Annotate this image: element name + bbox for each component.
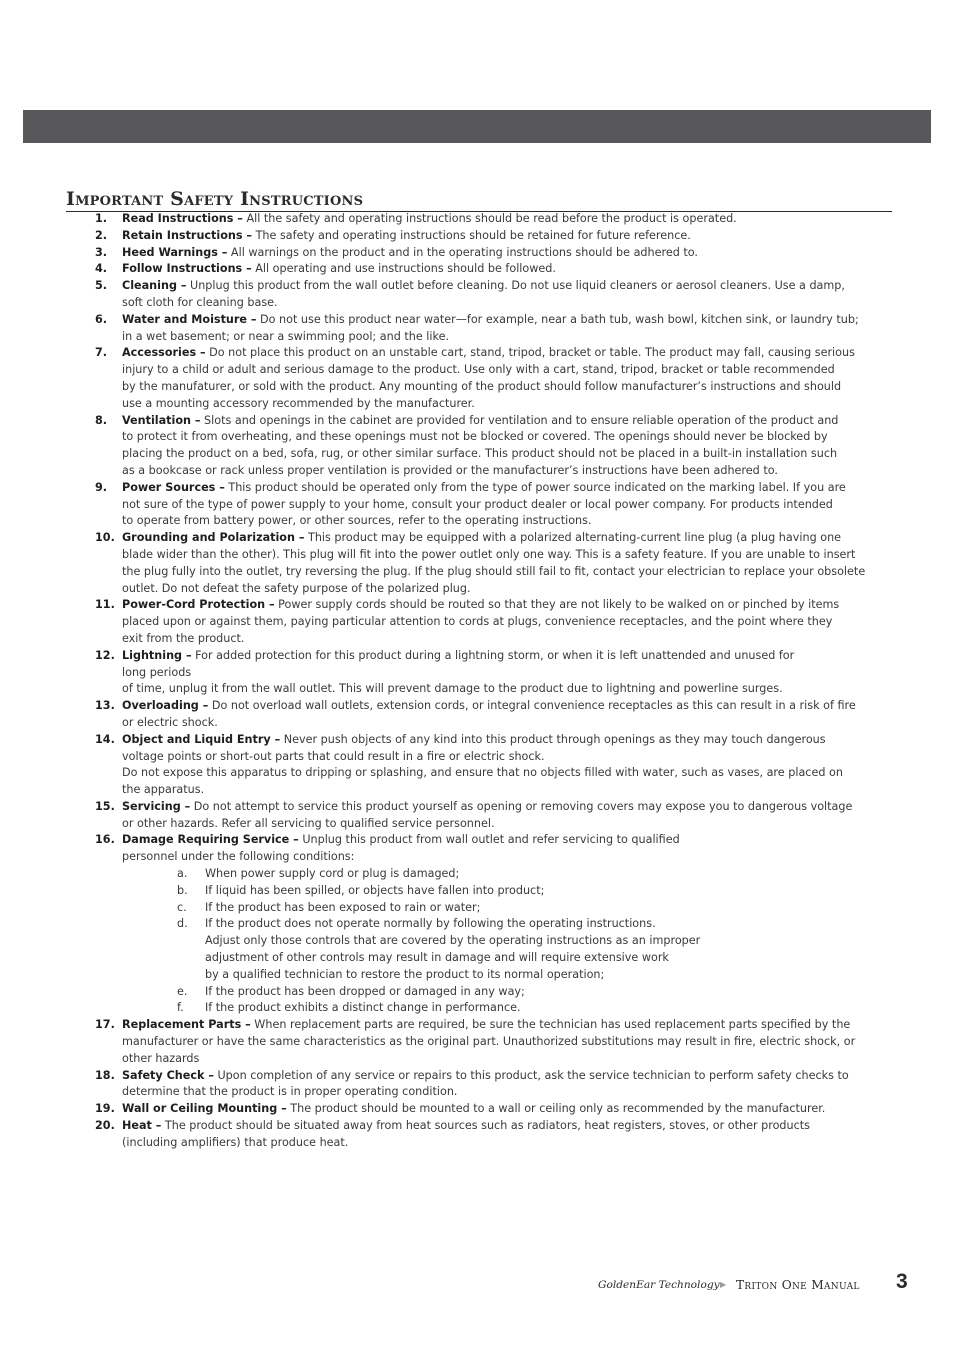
list-item — [0, 1068, 892, 1102]
item-term: Accessories – — [122, 346, 206, 360]
item-text: Unplug this product from wall outlet and refer servicing to qualified — [298, 833, 680, 847]
item-text-line — [122, 413, 892, 430]
item-text-line: blade wider than the other). This plug will fit into the power outlet only one way. This is a safety feature. If you are unable to insert — [122, 547, 856, 561]
item-text-line: placing the product on a bed, sofa, rug, or other similar surface. This product should not be placed in a built-in installation such — [122, 447, 838, 461]
item-number: 8. — [95, 413, 108, 427]
sub-list-item — [0, 1000, 954, 1017]
item-text-line: or other hazards. Refer all servicing to qualified service personnel. — [122, 816, 495, 830]
item-number: 3. — [95, 245, 108, 259]
item-text: Unplug this product from the wall outlet before cleaning. Do not use liquid cleaners or aerosol cleaners. Use a damp, — [186, 279, 845, 293]
item-text-line: voltage points or short-out parts that could result in a fire or electric shock. — [122, 749, 545, 763]
item-text-line: the plug fully into the outlet, try reversing the plug. If the plug should still fail to fit, contact your electrician to replace your obsolete — [122, 564, 866, 578]
item-text-line — [122, 211, 892, 228]
page-footer — [598, 1270, 918, 1297]
item-number: 9. — [95, 480, 108, 494]
item-text-line — [122, 278, 892, 295]
sub-list-item — [0, 900, 954, 917]
item-text-line: of time, unplug it from the wall outlet. This will prevent damage to the product due to lightning and powerline surges. — [122, 682, 783, 696]
list-item — [0, 278, 892, 312]
item-text-line: long periods — [122, 665, 192, 679]
sub-item-text: If the product has been dropped or damaged in any way; — [205, 984, 525, 998]
sub-item-text: If the product has been exposed to rain or water; — [205, 900, 481, 914]
item-text: Power supply cords should be routed so that they are not likely to be walked on or pinched by items — [274, 598, 840, 612]
item-number: 14. — [95, 732, 115, 746]
sub-item-letter: d. — [177, 917, 188, 931]
sub-item-letter: a. — [177, 867, 188, 881]
item-text-line: use a mounting accessory recommended by the manufacturer. — [122, 396, 475, 410]
item-text-line — [122, 1068, 892, 1085]
item-text-line: in a wet basement; or near a swimming pool; and the like. — [122, 329, 450, 343]
item-text: For added protection for this product during a lightning storm, or when it is left unattended and unused for — [191, 648, 795, 662]
item-term: Wall or Ceiling Mounting – — [122, 1102, 287, 1116]
item-number: 2. — [95, 228, 108, 242]
list-item — [0, 732, 892, 799]
item-number: 11. — [95, 598, 115, 612]
item-text-line — [122, 1017, 892, 1034]
item-text: The safety and operating instructions should be retained for future reference. — [252, 228, 691, 242]
item-text: Slots and openings in the cabinet are provided for ventilation and to ensure reliable operation of the product and — [200, 413, 839, 427]
item-term: Object and Liquid Entry – — [122, 732, 281, 746]
arrow-right-icon: ▶ — [720, 1280, 727, 1289]
list-item — [0, 1017, 892, 1067]
item-number: 18. — [95, 1068, 115, 1082]
sub-list-item — [0, 883, 954, 900]
list-item — [0, 261, 892, 278]
footer-manual-title: Triton One Manual — [736, 1278, 860, 1292]
list-item — [0, 698, 892, 732]
item-text-line: manufacturer or have the same characteristics as the original part. Unauthorized substitutions may result in fire, electric shock, or — [122, 1035, 856, 1049]
item-text-line: to operate from battery power, or other sources, refer to the operating instructions. — [122, 514, 592, 528]
item-term: Retain Instructions – — [122, 228, 253, 242]
item-term: Servicing – — [122, 799, 191, 813]
sub-item-text: adjustment of other controls may result in damage and will require extensive work — [205, 951, 669, 965]
item-text-line — [122, 1118, 892, 1135]
item-number: 19. — [95, 1102, 115, 1116]
item-term: Power-Cord Protection – — [122, 598, 275, 612]
item-text-line: to protect it from overheating, and these openings must not be blocked or covered. The openings should never be blocked by — [122, 430, 828, 444]
item-term: Follow Instructions – — [122, 262, 252, 276]
item-text-line — [122, 832, 892, 849]
item-number: 20. — [95, 1119, 115, 1133]
list-item — [0, 1101, 892, 1118]
item-number: 10. — [95, 531, 115, 545]
item-text-line: not sure of the type of power supply to your home, consult your product dealer or local power company. For products intended — [122, 497, 833, 511]
item-number: 5. — [95, 279, 108, 293]
list-item — [0, 480, 892, 530]
item-text-line — [122, 1101, 892, 1118]
sub-item-text: If the product exhibits a distinct change in performance. — [205, 1001, 521, 1015]
item-text-line — [122, 648, 892, 665]
item-text-line: personnel under the following conditions: — [122, 850, 355, 864]
item-term: Heat – — [122, 1119, 162, 1133]
item-text-line: soft cloth for cleaning base. — [122, 295, 278, 309]
item-text-line — [122, 530, 892, 547]
item-number: 17. — [95, 1018, 115, 1032]
list-item — [0, 530, 892, 597]
item-text-line: (including amplifiers) that produce heat. — [122, 1135, 349, 1149]
list-item — [0, 211, 892, 228]
item-text-line: placed upon or against them, paying particular attention to cords at plugs, convenience receptacles, and the point where they — [122, 615, 833, 629]
list-item — [0, 597, 892, 647]
item-text-line — [122, 480, 892, 497]
list-item — [0, 245, 892, 262]
list-item — [0, 799, 892, 833]
page-title: Important Safety Instructions — [66, 187, 892, 212]
item-number: 12. — [95, 648, 115, 662]
item-text-line: determine that the product is in proper operating condition. — [122, 1085, 458, 1099]
item-term: Replacement Parts – — [122, 1018, 251, 1032]
item-term: Power Sources – — [122, 480, 225, 494]
item-text: The product should be situated away from heat sources such as radiators, heat registers, stoves, or other products — [161, 1119, 810, 1133]
item-term: Grounding and Polarization – — [122, 531, 305, 545]
sub-item-text: When power supply cord or plug is damaged; — [205, 867, 460, 881]
sub-item-text: If the product does not operate normally by following the operating instructions. — [205, 917, 656, 931]
item-text: Do not place this product on an unstable cart, stand, tripod, bracket or table. The product may fall, causing serious — [205, 346, 855, 360]
item-text-line — [122, 597, 892, 614]
sub-list-item — [0, 984, 954, 1001]
item-term: Ventilation – — [122, 413, 201, 427]
header-bar — [23, 110, 931, 143]
page-number: 3 — [896, 1270, 908, 1293]
item-term: Cleaning – — [122, 279, 187, 293]
item-text: All the safety and operating instructions should be read before the product is operated. — [242, 212, 737, 225]
list-item — [0, 832, 892, 866]
sub-item-letter: f. — [177, 1001, 184, 1015]
sub-list-item — [0, 916, 954, 983]
item-text-line: exit from the product. — [122, 631, 245, 645]
item-text-line: Do not expose this apparatus to dripping or splashing, and ensure that no objects filled with water, such as vases, are placed on — [122, 766, 843, 780]
item-term: Water and Moisture – — [122, 312, 257, 326]
sub-item-letter: b. — [177, 883, 188, 897]
item-term: Lightning – — [122, 648, 192, 662]
item-number: 13. — [95, 699, 115, 713]
item-text-line — [122, 228, 892, 245]
item-text-line — [122, 345, 892, 362]
sub-item-text: Adjust only those controls that are covered by the operating instructions as an improper — [205, 934, 701, 948]
item-number: 16. — [95, 833, 115, 847]
item-number: 4. — [95, 262, 108, 276]
item-text-line: other hazards — [122, 1051, 200, 1065]
sub-item-letter: c. — [177, 900, 187, 914]
sub-item-text: If liquid has been spilled, or objects have fallen into product; — [205, 883, 545, 897]
item-number: 7. — [95, 346, 108, 360]
item-text: Upon completion of any service or repairs to this product, ask the service technician to perform safety checks to — [213, 1068, 849, 1082]
instructions-list — [0, 211, 954, 1152]
item-text-line: injury to a child or adult and serious damage to the product. Use only with a cart, stand, tripod, bracket or table recommended — [122, 363, 835, 377]
item-text-line: or electric shock. — [122, 715, 218, 729]
item-text: This product should be operated only from the type of power source indicated on the marking label. If you are — [224, 480, 846, 494]
sub-list-item — [0, 866, 954, 883]
item-text: All operating and use instructions should be followed. — [251, 262, 556, 276]
item-number: 6. — [95, 312, 108, 326]
item-term: Safety Check – — [122, 1068, 214, 1082]
item-text-line — [122, 732, 892, 749]
item-number: 15. — [95, 799, 115, 813]
item-text-line — [122, 261, 892, 278]
item-text-line: outlet. Do not defeat the safety purpose of the polarized plug. — [122, 581, 471, 595]
item-term: Damage Requiring Service – — [122, 833, 299, 847]
list-item — [0, 648, 892, 698]
sub-item-text: by a qualified technician to restore the product to its normal operation; — [205, 967, 605, 981]
item-text: Do not overload wall outlets, extension cords, or integral convenience receptacles as this can result in a risk of fire — [208, 699, 856, 713]
list-item — [0, 413, 892, 480]
item-text-line — [122, 698, 892, 715]
item-text-line: by the manufaturer, or sold with the product. Any mounting of the product should follow manufacturer’s instructions and should — [122, 379, 842, 393]
item-text-line — [122, 245, 892, 262]
item-term: Overloading – — [122, 699, 209, 713]
item-text: Never push objects of any kind into this product through openings as they may touch dangerous — [280, 732, 826, 746]
item-text: All warnings on the product and in the operating instructions should be adhered to. — [227, 245, 698, 259]
item-text: Do not use this product near water—for example, near a bath tub, wash bowl, kitchen sink, or laundry tub; — [256, 312, 859, 326]
item-text: This product may be equipped with a polarized alternating-current line plug (a plug having one — [304, 531, 842, 545]
list-item — [0, 345, 892, 412]
item-text: The product should be mounted to a wall or ceiling only as recommended by the manufacturer. — [286, 1102, 826, 1116]
list-item — [0, 1118, 892, 1152]
item-text-line — [122, 312, 892, 329]
item-number: 1. — [95, 212, 108, 225]
item-term: Heed Warnings – — [122, 245, 228, 259]
item-text-line: as a bookcase or rack unless proper ventilation is provided or the manufacturer’s instructions have been adhered to. — [122, 463, 778, 477]
item-term: Read Instructions – — [122, 212, 243, 225]
sub-item-letter: e. — [177, 984, 188, 998]
item-text-line — [122, 799, 892, 816]
item-text-line: the apparatus. — [122, 783, 205, 797]
list-item — [0, 228, 892, 245]
footer-brand: GoldenEar Technology — [598, 1279, 720, 1291]
list-item — [0, 312, 892, 346]
item-text: When replacement parts are required, be sure the technician has used replacement parts specified by the — [250, 1018, 851, 1032]
item-text: Do not attempt to service this product yourself as opening or removing covers may expose you to dangerous voltage — [190, 799, 853, 813]
